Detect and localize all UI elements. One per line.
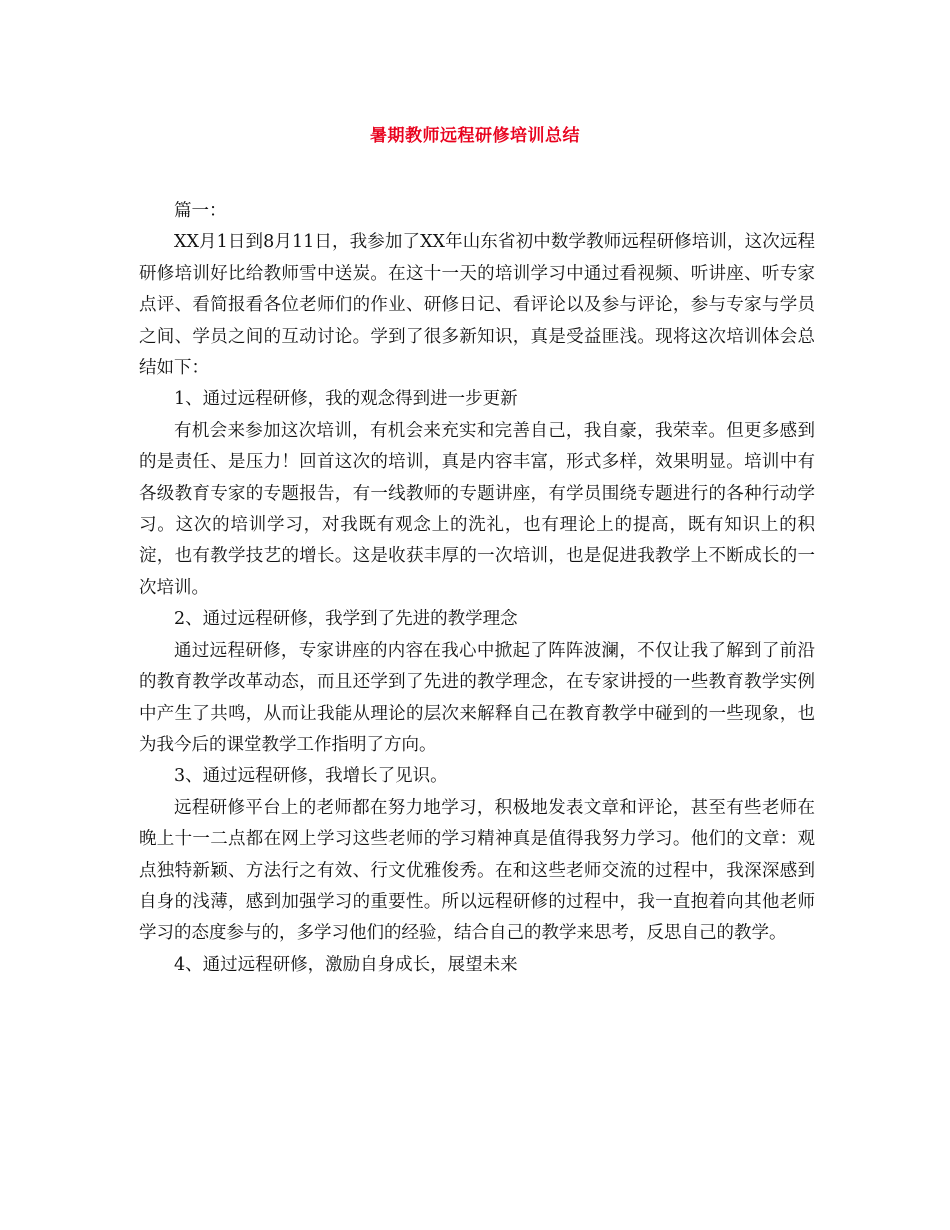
- paragraph: XX月1日到8月11日，我参加了XX年山东省初中数学教师远程研修培训，这次远程研修培训好比给教师雪中送炭。在这十一天的培训学习中通过看视频、听讲座、听专家点评、看简报看各位老师们的作业、研修日记、看评论以及参与评论，参与专家与学员之间、学员之间的互动讨论。学到了很多新知识，真是受益匪浅。现将这次培训体会总结如下：: [139, 232, 815, 379]
- paragraph: 远程研修平台上的老师都在努力地学习，积极地发表文章和评论，甚至有些老师在晚上十一二点都在网上学习这些老师的学习精神真是值得我努力学习。他们的文章：观点独特新颖、方法行之有效、行文优雅俊秀。在和这些老师交流的过程中，我深深感到自身的浅薄，感到加强学习的重要性。所以远程研修的过程中，我一直抱着向其他老师学习的态度参与的，多学习他们的经验，结合自己的教学来思考，反思自己的教学。: [139, 797, 815, 944]
- document-title: 暑期教师远程研修培训总结: [370, 126, 580, 146]
- section-heading: 1、通过远程研修，我的观念得到进一步更新: [174, 389, 518, 410]
- document-body: [139, 196, 815, 981]
- section-heading: 3、通过远程研修，我增长了见识。: [174, 766, 448, 787]
- section-label: 篇一：: [174, 201, 227, 221]
- section-heading: 2、通过远程研修，我学到了先进的教学理念: [174, 609, 518, 630]
- section-heading: 4、通过远程研修，激励自身成长，展望未来: [174, 954, 518, 975]
- paragraph: 通过远程研修，专家讲座的内容在我心中掀起了阵阵波澜，不仅让我了解到了前沿的教育教学改革动态，而且还学到了先进的教学理念，在专家讲授的一些教育教学实例中产生了共鸣，从而让我能从理论的层次来解释自己在教育教学中碰到的一些现象，也为我今后的课堂教学工作指明了方向。: [139, 640, 815, 755]
- paragraph: 有机会来参加这次培训，有机会来充实和完善自己，我自豪，我荣幸。但更多感到的是责任、是压力！回首这次的培训，真是内容丰富，形式多样，效果明显。培训中有各级教育专家的专题报告，有一线教师的专题讲座，有学员围绕专题进行的各种行动学习。这次的培训学习，对我既有观念上的洗礼，也有理论上的提高，既有知识上的积淀，也有教学技艺的增长。这是收获丰厚的一次培训，也是促进我教学上不断成长的一次培训。: [139, 420, 815, 598]
